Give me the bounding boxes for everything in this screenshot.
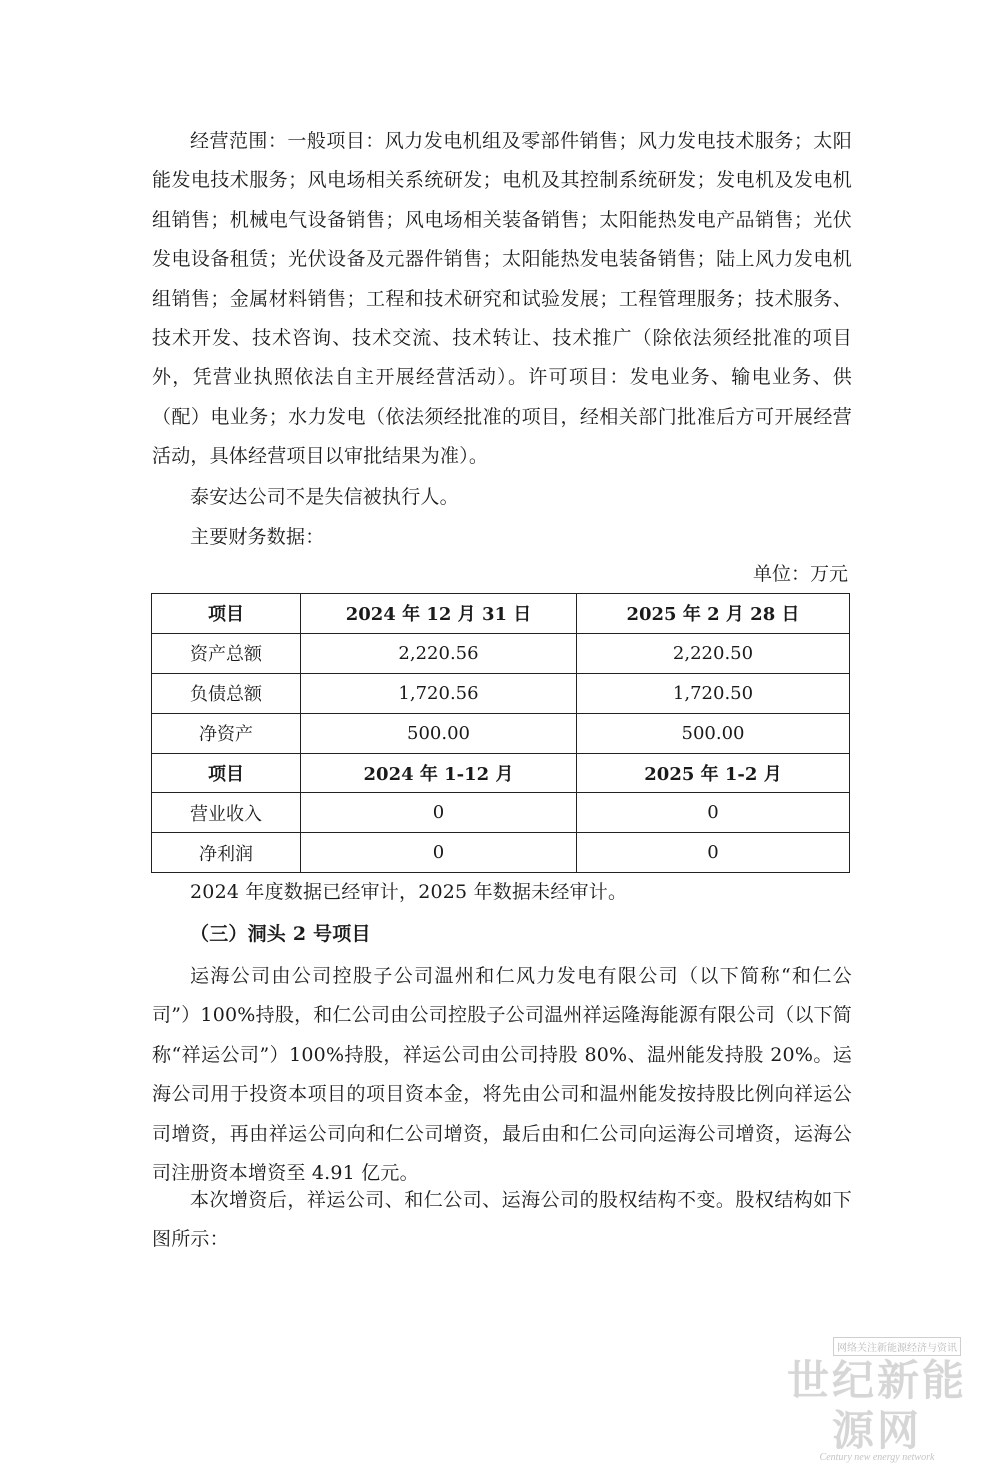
unit-label: 单位：万元 [752,563,848,585]
table-header-cell: 2024 年 1-12 月 [301,753,577,793]
watermark-brand: 世纪新能源网 [786,1356,967,1455]
table-header-row [152,753,850,793]
equity-structure-paragraph: 本次增资后，祥运公司、和仁公司、运海公司的股权结构不变。股权结构如下图所示： [152,1189,852,1251]
section-heading: （三）洞头 2 号项目 [190,923,371,945]
table-header-cell: 项目 [152,753,301,793]
table-row [152,793,850,833]
table-header-cell: 项目 [152,594,301,634]
business-scope-paragraph: 经营范围：一般项目：风力发电机组及零部件销售；风力发电技术服务；太阳能发电技术服务；风电场相关系统研发；电机及其控制系统研发；发电机及发电机组销售；机械电气设备销售；风电场相关装备销售；太阳能热发电产品销售；光伏发电设备租赁；光伏设备及元器件销售；太阳能热发电装备销售；陆上风力发电机组销售；金属材料销售；工程和技术研究和试验发展；工程管理服务；技术服务、技术开发、技术咨询、技术交流、技术转让、技术推广（除依法须经批准的项目外，凭营业执照依法自主开展经营活动）。许可项目：发电业务、输电业务、供（配）电业务；水力发电（依法须经批准的项目，经相关部门批准后方可开展经营活动，具体经营项目以审批结果为准）。 [152,130,852,468]
table-cell: 1,720.56 [301,673,577,713]
table-cell: 负债总额 [152,673,301,713]
table-cell: 500.00 [301,713,577,753]
yunhai-capital-paragraph: 运海公司由公司控股子公司温州和仁风力发电有限公司（以下简称“和仁公司”）100%持股，和仁公司由公司控股子公司温州祥运隆海能源有限公司（以下简称“祥运公司”）100%持股，祥运公司由公司持股 80%、温州能发持股 20%。运海公司用于投资本项目的项目资本金，将先由公司和温州能发按持股比例向祥运公司增资，再由祥运公司向和仁公司增资，最后由和仁公司向运海公司增资，运海公司注册资本增资至 4.91 亿元。 [152,965,852,1185]
table-header-cell: 2025 年 2 月 28 日 [577,594,850,634]
table-cell: 500.00 [577,713,850,753]
table-cell: 净资产 [152,713,301,753]
table-row [152,633,850,673]
table-row [152,713,850,753]
table-row [152,833,850,873]
table-cell: 2,220.56 [301,633,577,673]
table-header-cell: 2024 年 12 月 31 日 [301,594,577,634]
audit-note: 2024 年度数据已经审计，2025 年数据未经审计。 [190,881,628,903]
financial-data-table [151,593,850,873]
watermark-english: Century new energy network [819,1452,935,1463]
table-cell: 1,720.50 [577,673,850,713]
table-cell: 净利润 [152,833,301,873]
table-header-row [152,594,850,634]
table-cell: 0 [577,793,850,833]
table-cell: 0 [301,793,577,833]
table-cell: 资产总额 [152,633,301,673]
financial-data-intro: 主要财务数据： [190,526,325,548]
watermark-tagline: 网络关注新能源经济与资讯 [833,1337,961,1356]
table-cell: 0 [301,833,577,873]
table-cell: 营业收入 [152,793,301,833]
table-row [152,673,850,713]
watermark-logo [772,1336,982,1463]
table-cell: 2,220.50 [577,633,850,673]
table-header-cell: 2025 年 1-2 月 [577,753,850,793]
table-cell: 0 [577,833,850,873]
not-dishonest-statement: 泰安达公司不是失信被执行人。 [190,486,459,508]
